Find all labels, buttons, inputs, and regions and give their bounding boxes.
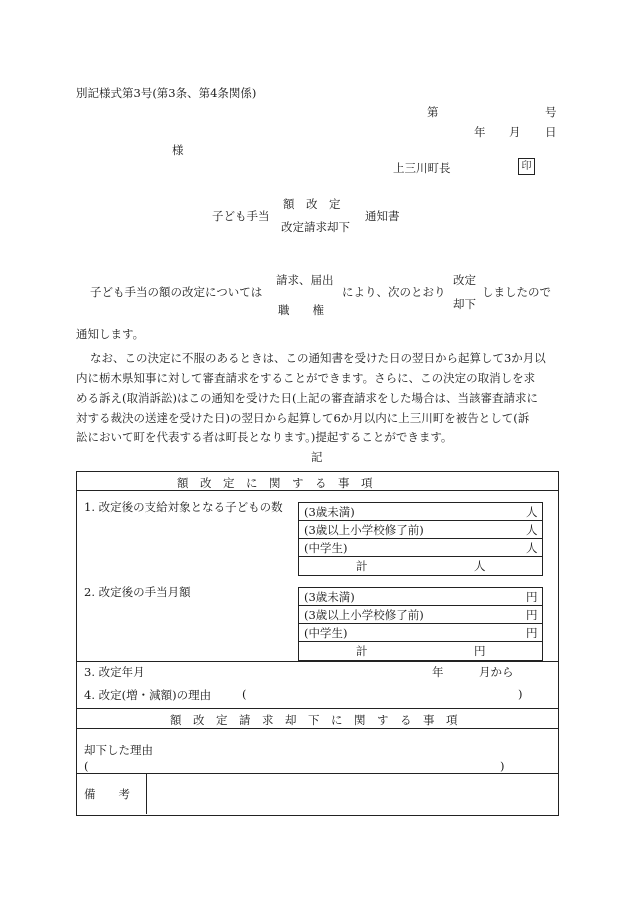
count-total-unit: 人	[474, 559, 486, 573]
item3-month-from: 月から	[479, 665, 514, 679]
divider	[298, 623, 542, 624]
count-row-unit: 人	[526, 505, 538, 519]
amount-total-label: 計	[356, 644, 368, 658]
notice-line-4: 対する裁決の送達を受けた日)の翌日から起算して6か月以内に上三川町を被告として(訴	[76, 411, 530, 425]
rejection-reason-label: 却下した理由	[84, 743, 153, 757]
intro-part3: しましたので	[482, 285, 551, 299]
count-total-label: 計	[356, 559, 368, 573]
divider	[146, 773, 147, 814]
item4-close-paren: )	[518, 687, 523, 701]
amount-row-unit: 円	[526, 626, 538, 640]
rejection-open-paren: (	[84, 759, 89, 773]
section2-heading: 額 改 定 請 求 却 下 に 関 す る 事 項	[170, 713, 458, 727]
section1-heading: 額 改 定 に 関 す る 事 項	[177, 476, 373, 490]
amount-row-unit: 円	[526, 590, 538, 604]
count-row-label: (中学生)	[304, 541, 348, 555]
intro-part2: により、次のとおり	[342, 285, 446, 299]
divider	[298, 556, 542, 557]
notice-line-2: 内に栃木県知事に対して審査請求をすることができます。さらに、この決定の取消しを求	[76, 371, 536, 385]
divider	[298, 605, 542, 606]
doc-number-dai: 第	[427, 105, 439, 119]
issuer: 上三川町長	[393, 161, 451, 175]
item3-year: 年	[432, 665, 444, 679]
divider	[76, 728, 558, 729]
title-prefix: 子ども手当	[212, 209, 270, 223]
item3-label: 3. 改定年月	[84, 665, 145, 679]
addressee: 様	[172, 143, 184, 157]
amount-row-label: (3歳未満)	[304, 590, 355, 604]
amount-row-label: (3歳以上小学校修了前)	[304, 608, 424, 622]
divider	[298, 520, 542, 521]
date-day: 日	[545, 125, 557, 139]
seal-stamp: 印	[518, 158, 535, 175]
item4-open-paren: (	[242, 687, 247, 701]
amount-row-label: (中学生)	[304, 626, 348, 640]
divider	[298, 641, 542, 642]
divider	[76, 708, 558, 709]
amount-row-unit: 円	[526, 608, 538, 622]
item4-label: 4. 改定(増・減額)の理由	[84, 688, 212, 702]
divider	[76, 773, 558, 774]
doc-number-go: 号	[545, 105, 557, 119]
intro-line2: 通知します。	[76, 327, 145, 341]
item1-label: 1. 改定後の支給対象となる子どもの数	[84, 500, 283, 514]
ki-heading: 記	[311, 450, 323, 464]
count-row-unit: 人	[526, 541, 538, 555]
item2-label: 2. 改定後の手当月額	[84, 585, 191, 599]
remarks-label: 備 考	[84, 787, 130, 801]
intro-choice1-top: 請求、届出	[276, 273, 334, 287]
date-month: 月	[509, 125, 521, 139]
notice-line-5: 訟において町を代表する者は町長となります。)提起することができます。	[76, 430, 453, 444]
notice-line-3: める訴え(取消訴訟)はこの通知を受けた日(上記の審査請求をした場合は、当該審査請求に	[76, 391, 538, 405]
divider	[298, 538, 542, 539]
date-year: 年	[474, 125, 486, 139]
title-choice-bottom: 改定請求却下	[281, 220, 350, 234]
intro-choice1-bottom: 職 権	[278, 303, 324, 317]
count-row-unit: 人	[526, 523, 538, 537]
count-row-label: (3歳以上小学校修了前)	[304, 523, 424, 537]
intro-choice2-top: 改定	[453, 273, 476, 287]
count-row-label: (3歳未満)	[304, 505, 355, 519]
amount-total-unit: 円	[474, 644, 486, 658]
title-suffix: 通知書	[365, 209, 400, 223]
title-choice-top: 額 改 定	[283, 197, 341, 211]
rejection-close-paren: )	[500, 759, 505, 773]
form-label: 別記様式第3号(第3条、第4条関係)	[76, 86, 257, 100]
intro-part1: 子ども手当の額の改定については	[90, 285, 263, 299]
notice-line-1: なお、この決定に不服のあるときは、この通知書を受けた日の翌日から起算して3か月以	[90, 351, 546, 365]
intro-choice2-bottom: 却下	[453, 297, 476, 311]
divider	[76, 661, 558, 662]
